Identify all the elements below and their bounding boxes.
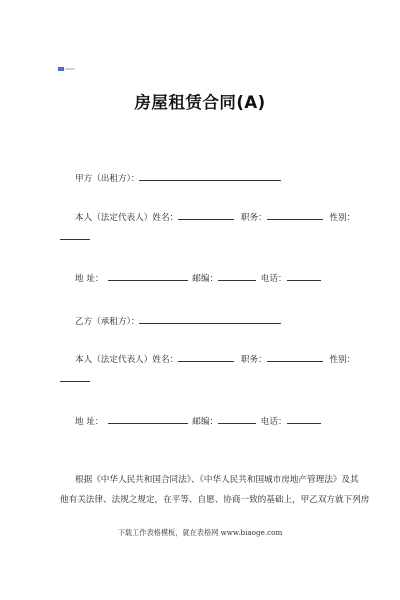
party-b-label: 乙方（承租方）： bbox=[75, 317, 140, 327]
party-b-postcode-field[interactable] bbox=[218, 414, 256, 424]
party-a-address-label: 地 址： bbox=[75, 274, 104, 284]
party-a-address-field[interactable] bbox=[108, 271, 188, 281]
party-b-rep-label: 本人（法定代表人）姓名： bbox=[75, 355, 179, 365]
party-b-position-field[interactable] bbox=[267, 352, 323, 362]
party-a-name-field[interactable] bbox=[139, 171, 281, 181]
party-a-rep-name-field[interactable] bbox=[178, 210, 234, 220]
party-a-postcode-label: 邮编： bbox=[192, 274, 219, 284]
party-b-rep-line bbox=[75, 352, 355, 366]
party-a-position-label: 职务： bbox=[240, 213, 267, 223]
party-a-rep-label: 本人（法定代表人）姓名： bbox=[75, 213, 179, 223]
document-title: 房屋租赁合同(A) bbox=[134, 93, 266, 112]
paragraph-line-2: 他有关法律、法规之规定，在平等、自愿、协商一致的基础上，甲乙双方就下列房 bbox=[60, 495, 370, 505]
party-a-phone-field[interactable] bbox=[287, 271, 321, 281]
page-footer: 下载工作表格模板，就在表格网 www.biaoge.com bbox=[117, 528, 283, 537]
party-a-gender-field[interactable] bbox=[60, 230, 90, 240]
party-b-address-line bbox=[75, 414, 321, 428]
party-b-phone-field[interactable] bbox=[287, 414, 321, 424]
party-a-gender-line bbox=[60, 230, 90, 244]
party-b-position-label: 职务： bbox=[240, 355, 267, 365]
party-b-gender-field[interactable] bbox=[60, 372, 90, 382]
party-b-rep-name-field[interactable] bbox=[178, 352, 234, 362]
party-b-postcode-label: 邮编： bbox=[192, 417, 219, 427]
paragraph-line-1: 根据《中华人民共和国合同法》、《中华人民共和国城市房地产管理法》及其 bbox=[75, 475, 359, 485]
party-a-postcode-field[interactable] bbox=[218, 271, 256, 281]
party-b-line bbox=[75, 314, 281, 328]
party-b-address-field[interactable] bbox=[108, 414, 188, 424]
party-a-position-field[interactable] bbox=[267, 210, 323, 220]
party-a-address-line bbox=[75, 271, 321, 285]
party-a-phone-label: 电话： bbox=[260, 274, 287, 284]
biaoge-logo-icon bbox=[58, 67, 76, 71]
party-a-line bbox=[75, 171, 281, 185]
party-b-name-field[interactable] bbox=[139, 314, 281, 324]
party-b-gender-label: 性别： bbox=[329, 355, 356, 365]
party-a-rep-line bbox=[75, 210, 355, 224]
party-a-label: 甲方（出租方）： bbox=[75, 174, 140, 184]
party-b-gender-line bbox=[60, 372, 90, 386]
party-b-address-label: 地 址： bbox=[75, 417, 104, 427]
party-a-gender-label: 性别： bbox=[329, 213, 356, 223]
party-b-phone-label: 电话： bbox=[260, 417, 287, 427]
